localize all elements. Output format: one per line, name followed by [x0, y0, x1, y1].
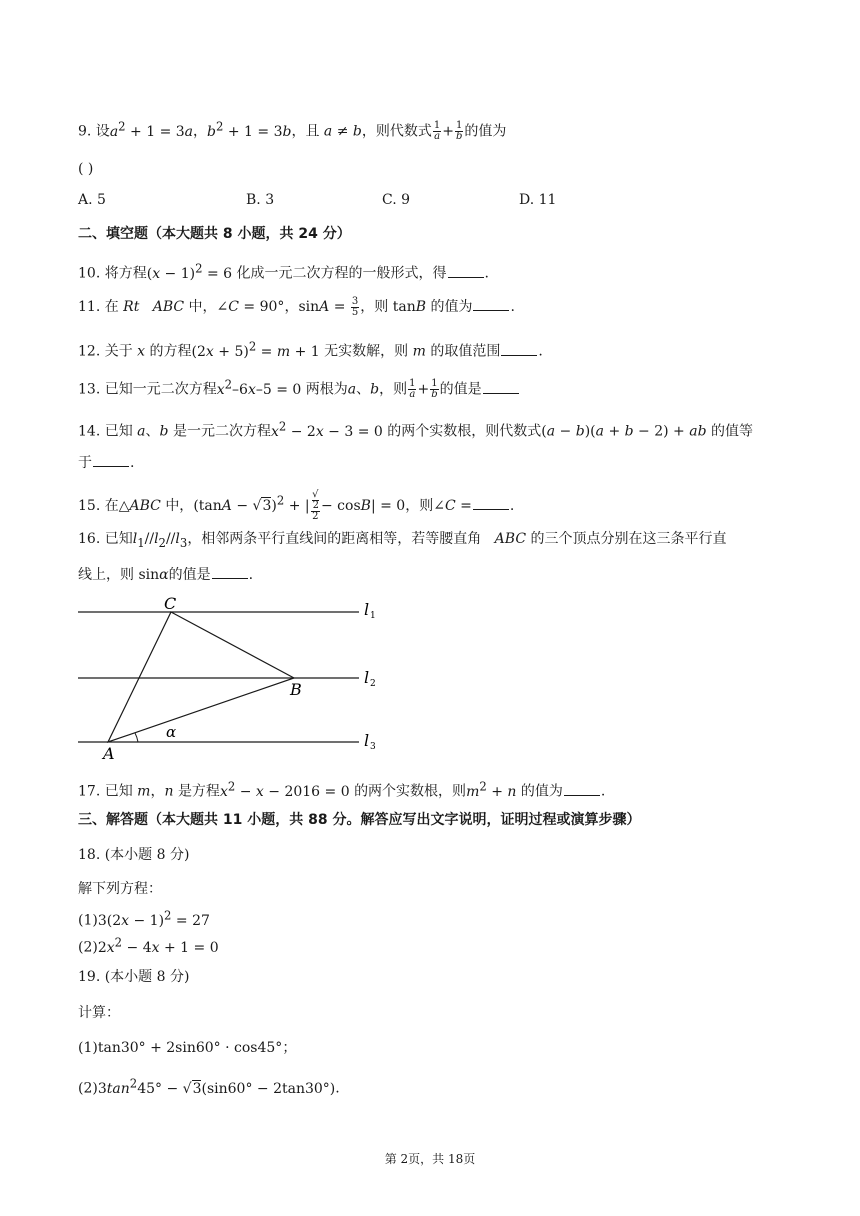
- q19-expr1: tan30° + 2sin60° · cos45°: [97, 1040, 283, 1056]
- q17-sep: ，: [150, 783, 165, 800]
- q17-eq: $x^2 - x - 2016 = 0$: [219, 779, 355, 800]
- q13-mid: 两根为: [305, 381, 348, 398]
- q19-part1: [78, 1038, 296, 1058]
- q17-suffix: 的两个实数根，则: [354, 783, 467, 800]
- q9-eq1: $a^2 + 1 = 3a$: [109, 119, 194, 140]
- q19-p2-end: .: [335, 1080, 340, 1097]
- l2-subscript: 2: [370, 679, 376, 689]
- q9-cond: ，且: [291, 123, 320, 140]
- l1-label: l: [364, 600, 370, 619]
- q14-expr: (a − b)(a + b − 2) + ab: [541, 423, 707, 440]
- q19-p1-label: (1): [78, 1040, 98, 1056]
- page-footer: 第 2页，共 18页: [384, 1152, 476, 1166]
- q14-mid: 是一元二次方程: [172, 423, 271, 440]
- q15-blank: [473, 495, 509, 510]
- q11-tri: Rt ABC: [123, 299, 185, 315]
- q16-lines: $l_1//l_2//l_3$: [132, 531, 188, 550]
- q16-tri: ABC: [494, 531, 527, 547]
- q10-eq: $(x - 1)^2 = 6$: [146, 261, 237, 282]
- q18-p1-label: (1): [78, 912, 98, 929]
- triangle-abc: [108, 612, 294, 742]
- q9-neq: a ≠ b: [323, 123, 362, 140]
- q11-mid2: ，: [284, 299, 299, 315]
- q11-angle: ∠C = 90°: [216, 299, 285, 315]
- q9-option-c: C. 9: [382, 192, 411, 208]
- q14-b: b: [159, 423, 169, 440]
- q16-suffix: 的三个顶点分别在这三条平行直: [530, 531, 727, 547]
- q15-eq2: − cosB| = 0: [321, 498, 406, 514]
- q15-end: =: [460, 498, 472, 514]
- q13-blank: [483, 379, 519, 394]
- q17-mid: 是方程: [177, 783, 220, 800]
- q18-p2-label: (2): [78, 939, 98, 956]
- q14-line2-text: 于: [78, 455, 92, 471]
- q12-prefix: 12. 关于: [78, 343, 133, 360]
- q15-tri: ABC: [129, 498, 161, 514]
- q19-title: 19. (本小题 8 分): [78, 969, 190, 985]
- q9-option-b: B. 3: [246, 192, 275, 208]
- q9-suffix: ，则代数式: [361, 123, 432, 140]
- q12-blank: [501, 341, 537, 356]
- q11-mid: 中，: [188, 299, 217, 315]
- question-13: 13. 已知一元二次方程$x^2-6x-5 = 0$ 两根为a、b，则 $\frac{1}{a}$ + $\frac{1}{b}$ 的值是: [78, 374, 520, 400]
- q12-m: m: [412, 343, 426, 360]
- q14-prefix: 14. 已知: [78, 423, 133, 440]
- q17-m: m: [137, 783, 151, 800]
- q14-end2: .: [130, 455, 135, 471]
- q10-suffix: 化成一元二次方程的一般形式，得: [236, 265, 447, 282]
- q19-expr2: $3\tan^245^\circ - √3(\sin 60^\circ - 2\tan 30^\circ)$: [97, 1076, 336, 1097]
- q9-prefix: 9. 设: [78, 123, 110, 140]
- section-3-title: 三、解答题（本大题共 11 小题，共 88 分。解答应写出文字说明，证明过程或演算步骤）: [78, 812, 641, 828]
- q19-p1-end: ；: [282, 1040, 297, 1056]
- q12-mid: 的方程: [149, 343, 192, 360]
- q18-part1: [78, 905, 210, 931]
- q13-prefix: 13. 已知一元二次方程: [78, 381, 217, 398]
- vertex-a-label: A: [103, 744, 115, 762]
- q12-var: x: [137, 343, 146, 360]
- section-2-title: 二、填空题（本大题共 8 小题，共 24 分）: [78, 226, 351, 242]
- question-11: [78, 296, 515, 318]
- q15-end2: .: [509, 498, 515, 514]
- q14-suffix: 的两个实数根，则代数式: [387, 423, 542, 440]
- q15-prefix: 15. 在△: [78, 498, 130, 514]
- q16-mid: ，相邻两条平行直线间的距离相等，若等腰直角: [187, 531, 482, 547]
- question-10: [78, 258, 489, 284]
- q18-title: 18. (本小题 8 分): [78, 847, 190, 863]
- angle-alpha-arc: [135, 733, 138, 742]
- q16-blank: [212, 564, 248, 579]
- q13-frac-a: $\frac{1}{a}$: [409, 378, 416, 401]
- q17-expr: $m^2 + n$: [466, 779, 517, 800]
- q11-tan: tanB: [388, 299, 427, 315]
- q9-frac-b: $\frac{1}{b}$: [455, 120, 463, 143]
- q14-eq: $x^2 - 2x - 3 = 0$: [270, 419, 388, 440]
- q13-frac-b: $\frac{1}{b}$: [431, 378, 438, 401]
- l1-subscript: 1: [370, 611, 376, 621]
- q16-figure: [76, 592, 386, 762]
- q11-end: 的值为: [430, 299, 473, 315]
- q13-a: a: [347, 381, 357, 398]
- q14-end: 的值等: [711, 423, 754, 440]
- vertex-b-label: B: [290, 680, 302, 699]
- q18-part2: [78, 932, 219, 958]
- q19-part2: [78, 1073, 340, 1099]
- q9-options: [78, 190, 778, 210]
- q12-suffix: 无实数解，则: [324, 343, 409, 360]
- q15-eq: $(\tan A - √3)^2$ + |: [193, 493, 310, 514]
- q10-prefix: 10. 将方程: [78, 265, 147, 282]
- q13-sep: 、: [356, 381, 371, 398]
- q12-end2: .: [538, 343, 543, 360]
- q15-c: C: [444, 498, 456, 514]
- q12-eq: $(2x + 5)^2 = m + 1$: [191, 339, 325, 360]
- q9-end: 的值为: [464, 123, 507, 140]
- vertex-c-label: C: [164, 594, 177, 613]
- q9-eq2: $b^2 + 1 = 3b$: [207, 119, 292, 140]
- q16-line2: [78, 564, 253, 585]
- q16-alpha: α: [159, 567, 169, 583]
- q16-line2-text: 线上，则 sin: [78, 567, 160, 583]
- q14-a: a: [137, 423, 146, 440]
- l3-subscript: 3: [370, 742, 376, 752]
- q16-prefix: 16. 已知: [78, 531, 133, 547]
- q9-option-d: D. 11: [519, 192, 557, 208]
- question-9: 9. 设$a^2 + 1 = 3a$，$b^2 + 1 = 3b$，且 a ≠ b，则代数式 $\frac{1}{a}$ + $\frac{1}{b}$ 的值为: [78, 119, 507, 143]
- q16-end2: .: [248, 567, 254, 583]
- q18-eq2: $2x^2 - 4x + 1 = 0$: [97, 935, 219, 956]
- q11-blank: [473, 296, 509, 311]
- q19-p2-label: (2): [78, 1080, 98, 1097]
- question-14: [78, 416, 753, 442]
- q9-frac-a: $\frac{1}{a}$: [433, 120, 441, 143]
- q17-end2: .: [600, 783, 606, 800]
- q15-mid: 中，: [165, 498, 194, 514]
- q12-end: 的取值范围: [430, 343, 501, 360]
- question-17: [78, 776, 605, 802]
- q10-blank: [448, 263, 484, 278]
- question-16: [78, 529, 727, 553]
- alpha-label: α: [166, 723, 177, 741]
- q14-blank: [93, 452, 129, 467]
- q17-end: 的值为: [520, 783, 563, 800]
- q17-prefix: 17. 已知: [78, 783, 133, 800]
- q14-line2: [78, 452, 134, 473]
- q11-prefix: 11. 在: [78, 299, 119, 315]
- q17-n: n: [164, 783, 174, 800]
- q18-eq1: $3(2x - 1)^2 = 27$: [97, 908, 210, 929]
- q11-end2: .: [510, 299, 515, 315]
- q9-mid: ，: [193, 123, 208, 140]
- q14-sep: 、: [145, 423, 160, 440]
- q16-end: 的值是: [168, 567, 211, 583]
- q10-end: .: [484, 265, 489, 282]
- question-12: [78, 336, 543, 362]
- question-15: [78, 490, 514, 522]
- q15-frac: √ 2 2: [312, 489, 319, 522]
- q9-paren: ( ): [78, 161, 94, 177]
- q13-b: b: [370, 381, 380, 398]
- q18-intro: 解下列方程：: [78, 881, 162, 897]
- q17-blank: [564, 781, 600, 796]
- q11-suffix: ，则: [360, 299, 389, 315]
- q9-option-a: A. 5: [78, 192, 106, 208]
- q15-suffix: ，则∠: [405, 498, 445, 514]
- q13-eq: $x^2-6x-5 = 0$: [216, 377, 306, 398]
- q11-sin: sinA =: [298, 299, 350, 315]
- l2-label: l: [364, 668, 370, 687]
- q13-end: 的值是: [439, 381, 482, 398]
- q19-intro: 计算：: [78, 1005, 120, 1021]
- q13-suffix: ，则: [379, 381, 408, 398]
- q11-frac: $\frac{3}{5}$: [351, 295, 359, 318]
- l3-label: l: [364, 731, 370, 750]
